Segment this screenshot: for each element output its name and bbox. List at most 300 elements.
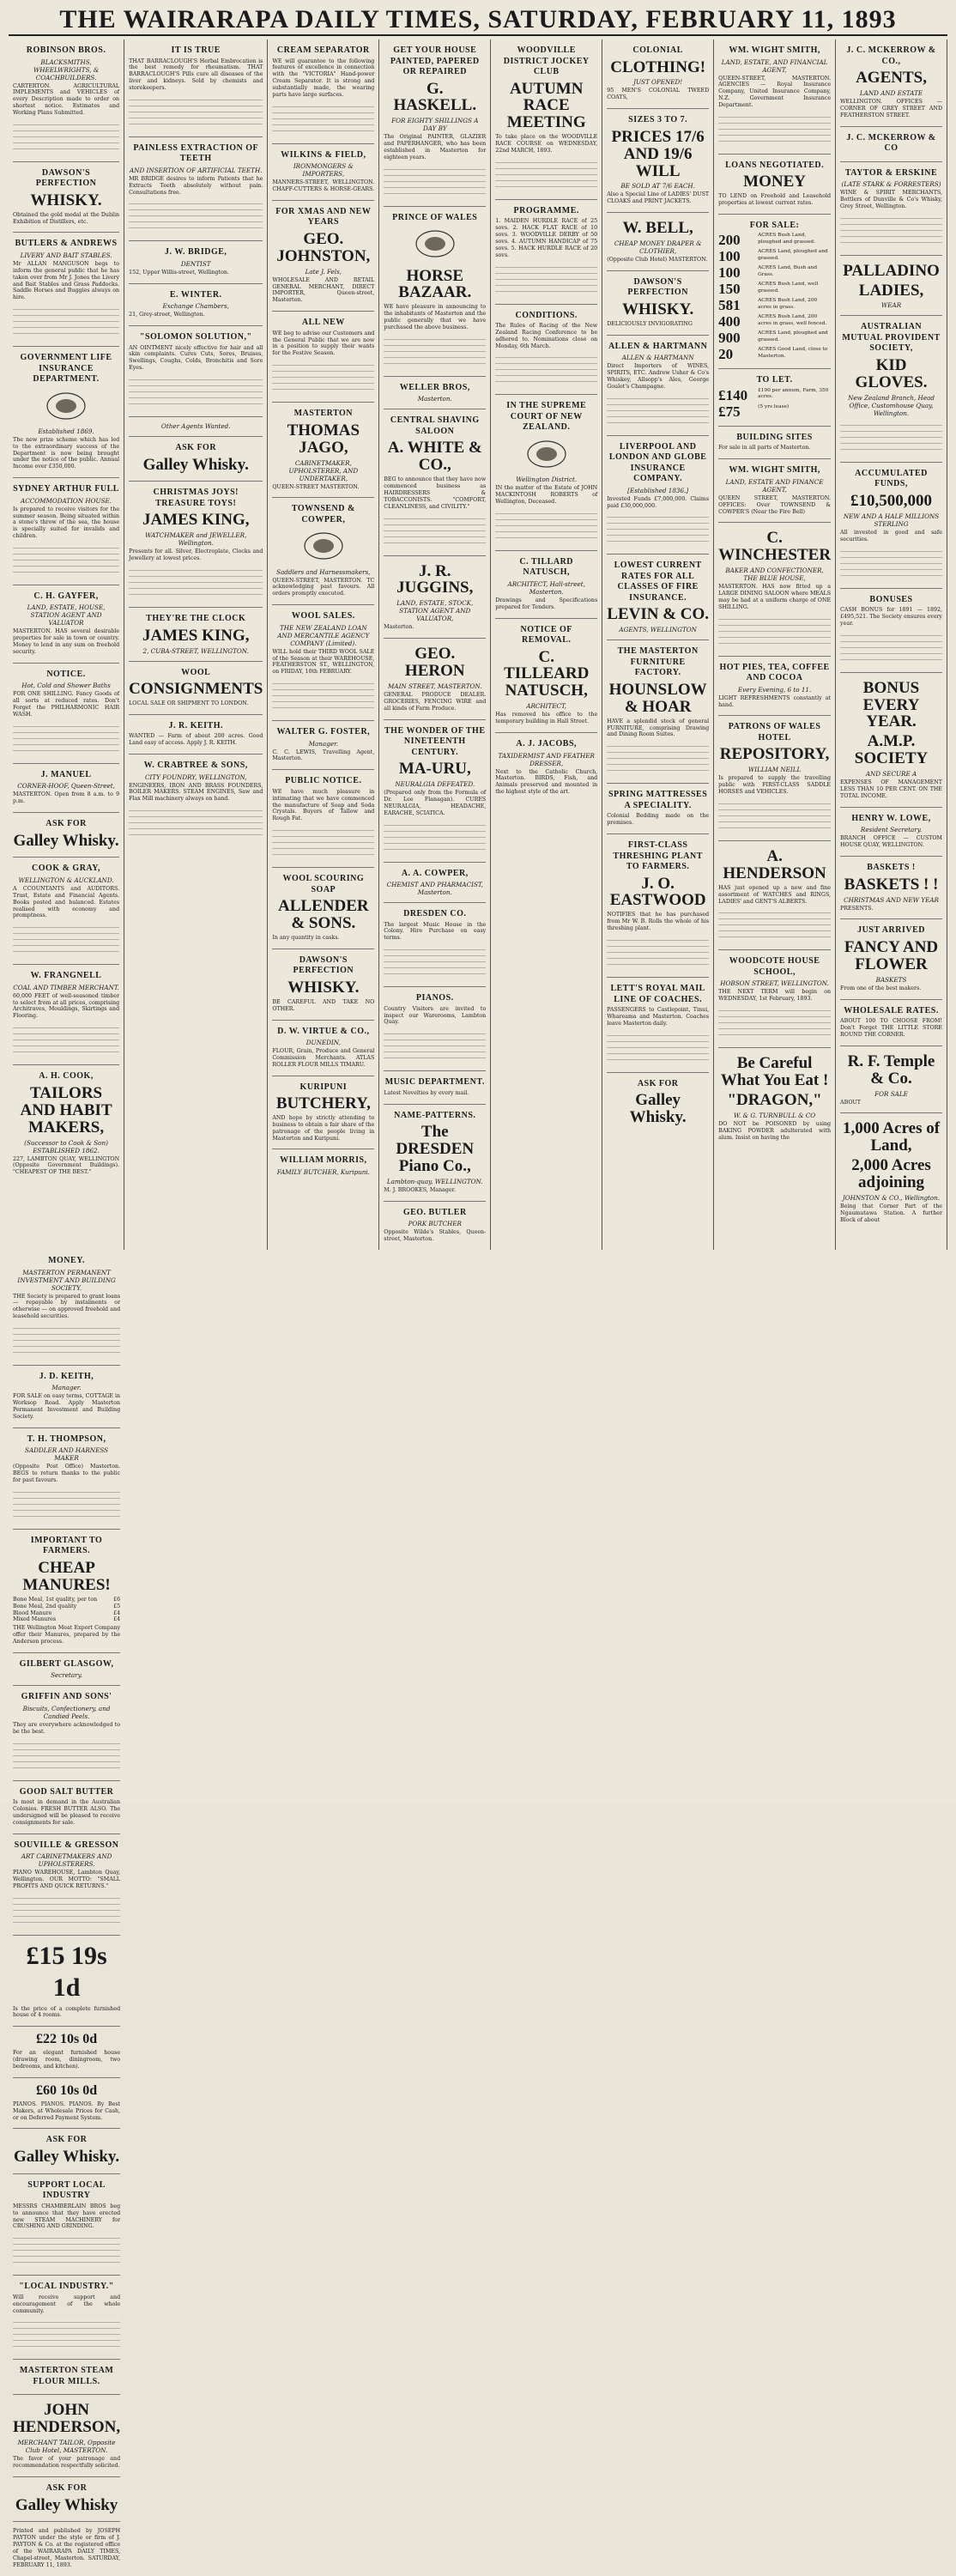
- ad-heading: J. MANUEL: [40, 769, 92, 779]
- advertisement: [129, 662, 263, 715]
- ad-body: They are everywhere acknowledged to be the best.: [13, 1721, 121, 1735]
- advertisement: [384, 1202, 486, 1250]
- ad-big-heading: THOMAS JAGO,: [287, 421, 360, 457]
- ad-fine-print-lines: [607, 1030, 709, 1064]
- ad-heading: J. R. KEITH.: [168, 720, 223, 730]
- ad-subheading: PORK BUTCHER: [408, 1220, 462, 1228]
- acre-description: ACRES Land, ploughed and grassed.: [758, 249, 828, 261]
- ad-big-heading: A. HENDERSON: [723, 846, 826, 882]
- ad-subheading: AND INSERTION OF ARTIFICIAL TEETH.: [129, 166, 263, 174]
- column: [836, 39, 947, 1250]
- advertisement: [129, 326, 263, 417]
- ad-heading: WILLIAM MORRIS,: [280, 1155, 367, 1166]
- advertisement: [607, 39, 709, 109]
- ad-fine-print-lines: [13, 721, 119, 755]
- ad-subheading: WELLINGTON & AUCKLAND.: [18, 876, 114, 884]
- ad-big-heading: AGENTS,: [856, 69, 927, 87]
- ad-heading: SPRING MATTRESSES A SPECIALITY.: [608, 790, 708, 810]
- ad-body: 21, Grey-street, Wellington.: [129, 312, 205, 318]
- price-list-value: £4: [113, 1616, 121, 1623]
- ad-subheading: JUST OPENED!: [633, 78, 683, 87]
- acre-amount: 100: [718, 264, 741, 282]
- ad-body: FOR ONE SHILLING. Fancy Goods of all sorts at reduced rates. Don't Forget the PHILHARMONIC HAIR WASH.: [13, 691, 120, 718]
- advertisement: [840, 1000, 942, 1046]
- ad-subheading: DUNEDIN,: [306, 1039, 341, 1047]
- ad-heading: GOVERNMENT LIFE INSURANCE DEPARTMENT.: [20, 353, 112, 385]
- ad-fine-print-lines: [718, 798, 831, 833]
- ad-subheading: NEW AND A HALF MILLIONS STERLING: [843, 512, 940, 528]
- ad-heading: FOR XMAS AND NEW YEARS: [275, 206, 372, 227]
- ad-body: AN OINTMENT nicely effective for hair and all skin complaints. Cures Cuts, Sores, Bruises, Swellings, Coughs, Colds, Bronchitis and Sore Eyes.: [129, 344, 263, 372]
- ad-subheading: ARCHITECT, Hall-street, Masterton.: [507, 579, 585, 596]
- ad-fine-print-lines: [840, 420, 942, 454]
- ad-body: From one of the best makers.: [840, 985, 922, 991]
- ad-body: In any quantity in casks.: [272, 935, 340, 941]
- ad-body: THE Society is prepared to grant loans — repayable by instalments or otherwise — on approved freehold and leasehold securities.: [13, 1293, 121, 1320]
- masthead-title: THE WAIRARAPA DAILY TIMES, SATURDAY, FEBRUARY 11, 1893: [59, 5, 897, 33]
- ad-subheading: CABINETMAKER, UPHOLSTERER, AND UNDERTAKER,: [288, 458, 359, 482]
- advertisement: [384, 409, 486, 555]
- ad-heading: PAINLESS EXTRACTION OF TEETH: [133, 142, 259, 164]
- ad-subheading: ACCOMMODATION HOUSE.: [21, 496, 112, 505]
- ad-heading: IT IS TRUE: [171, 45, 221, 55]
- advertisement: [13, 965, 119, 1065]
- ad-heading: GET YOUR HOUSE PAINTED, PAPERED OR REPAIRED: [390, 45, 480, 76]
- advertisement: [384, 207, 486, 377]
- ad-heading: TOWNSEND & COWPER,: [291, 504, 355, 524]
- ad-heading: CHRISTMAS JOYS! TREASURE TOYS!: [153, 488, 239, 508]
- advertisement: [13, 478, 119, 585]
- ad-fine-print-lines: [840, 546, 942, 580]
- ad-fine-print-lines: [607, 512, 709, 546]
- advertisement: [840, 808, 942, 857]
- ad-fine-print-lines: [840, 213, 942, 247]
- advertisement: [840, 162, 942, 256]
- ad-body: Will receive support and encouragement of the whole community.: [13, 2294, 121, 2314]
- ad-big-heading: JOHN HENDERSON,: [13, 2401, 121, 2437]
- advertisement: [495, 395, 597, 550]
- ad-heading: ASK FOR: [45, 2483, 88, 2493]
- advertisement: [607, 978, 709, 1073]
- ad-fine-print-lines: [13, 1738, 120, 1773]
- ad-subheading: MERCHANT TAILOR, Opposite Club Hotel, MASTERTON.: [17, 2439, 116, 2455]
- ad-big-heading: MA-URU,: [398, 760, 471, 779]
- ad-fine-print-lines: [272, 360, 374, 394]
- ad-big-heading: WHISKY.: [287, 978, 360, 997]
- ad-body: WELLINGTON. OFFICES — CORNER OF GREY STREET AND FEATHERSTON STREET.: [840, 98, 942, 118]
- ad-heading: SYDNEY ARTHUR FULL: [13, 484, 119, 494]
- advertisement: [272, 868, 374, 949]
- advertisement: [129, 137, 263, 242]
- ad-big-heading: JAMES KING,: [142, 511, 250, 530]
- advertisement: [495, 733, 597, 803]
- ad-subheading: LIVERY AND BAIT STABLES.: [20, 251, 112, 259]
- ad-display-line: BONUS EVERY YEAR.: [862, 678, 920, 731]
- advertisement: [384, 639, 486, 719]
- advertisement: [607, 784, 709, 834]
- advertisement: [13, 1834, 120, 1936]
- ad-display-line: 1,000 Acres of Land,: [842, 1119, 941, 1155]
- ad-heading: WILKINS & FIELD,: [281, 149, 366, 160]
- ad-fine-print-lines: [13, 542, 119, 577]
- ad-fine-print-lines: [13, 1893, 120, 1927]
- ad-subheading: Established 1869.: [38, 427, 94, 435]
- ad-body: Latest Novelties by every mail.: [384, 1089, 469, 1096]
- ad-fine-print-lines: [384, 334, 486, 368]
- engraving-icon: [523, 438, 570, 470]
- ad-heading: MONEY.: [48, 1256, 86, 1265]
- advertisement: [272, 403, 374, 498]
- advertisement: [718, 1048, 831, 1148]
- ad-subheading: New Zealand Branch, Head Office, Customhouse Quay, Wellington.: [848, 393, 935, 417]
- ad-body: ENGINEERS, IRON AND BRASS FOUNDERS, BOILER MAKERS. STEAM ENGINES, Saw and Flax Mill machinery always on hand.: [129, 782, 263, 803]
- ad-body: Invested Funds £7,000,000. Claims paid £30,000,000.: [607, 495, 710, 509]
- advertisement: [607, 555, 709, 640]
- acre-description: ACRES Land, ploughed and grassed.: [758, 330, 828, 342]
- advertisement: [607, 109, 709, 213]
- ad-big-heading: HOUNSLOW & HOAR: [608, 680, 707, 716]
- advertisement: [495, 305, 597, 396]
- ad-body: EXPENSES OF MANAGEMENT LESS THAN 10 PER CENT. ON THE TOTAL INCOME.: [840, 779, 942, 799]
- ad-big-heading: Galley Whisky.: [13, 831, 119, 850]
- ad-big-heading: Galley Whisky.: [13, 2147, 120, 2166]
- ad-heading: THE WONDER OF THE NINETEENTH CENTURY.: [384, 725, 486, 757]
- advertisement: [718, 39, 831, 155]
- ad-subheading: CHRISTMAS AND NEW YEAR: [844, 895, 939, 904]
- advertisement: [718, 950, 831, 1048]
- price-list-item: [13, 1616, 120, 1623]
- ad-fine-print-lines: [129, 198, 263, 233]
- ad-fine-print-lines: [384, 164, 486, 198]
- masthead: [9, 5, 947, 36]
- ad-subheading: ART CABINETMAKERS AND UPHOLSTERERS.: [21, 1852, 112, 1868]
- ad-body: (Opposite Post Office) Masterton. BEGS to return thanks to the public for past favours.: [13, 1464, 121, 1484]
- ad-body: QUEEN STREET, MASTERTON. OFFICES: Over TOWNSEND & COWPER'S (Near the Fire Bell): [718, 494, 832, 515]
- ad-big-heading: JAMES KING,: [142, 626, 250, 645]
- ad-big-heading: R. F. Temple & Co.: [847, 1052, 935, 1088]
- acre-listing: [718, 265, 831, 280]
- advertisement: [129, 437, 263, 482]
- ad-subheading: ARCHITECT,: [526, 702, 567, 711]
- advertisement: [13, 2360, 120, 2395]
- ad-body: Is the price of a complete furnished house of 4 rooms.: [13, 2005, 121, 2019]
- columns: [9, 39, 947, 2568]
- ad-subheading: Secretary.: [51, 1671, 82, 1680]
- column: [124, 39, 268, 1250]
- acre-listing: [718, 404, 831, 419]
- ad-heading: ASK FOR: [45, 2135, 88, 2145]
- ad-heading: DRESDEN CO.: [403, 909, 467, 919]
- ad-big-heading: J. O. EASTWOOD: [609, 874, 706, 910]
- ad-body: The Original PAINTER, GLAZIER and PAPERHANGER, who has been established in Masterton for eighteen years.: [384, 134, 487, 161]
- ad-fine-print-lines: [384, 944, 486, 979]
- ad-body: To take place on the WOODVILLE RACE COURSE on WEDNESDAY, 22nd MARCH, 1893.: [495, 134, 598, 155]
- ad-fine-print-lines: [607, 741, 709, 775]
- advertisement: [495, 551, 597, 619]
- ad-subheading: Lambton-quay, WELLINGTON.: [386, 1177, 483, 1185]
- ad-subheading: Wellington District.: [516, 476, 578, 484]
- advertisement: [607, 1073, 709, 1134]
- ad-display-line: KID GLOVES.: [855, 355, 928, 391]
- ad-fine-print-lines: [384, 513, 486, 548]
- ad-fine-print-lines: [129, 374, 263, 409]
- advertisement: [13, 233, 119, 347]
- acre-listing: [718, 388, 831, 403]
- ad-body: A CCOUNTANTS and AUDITORS. Trust, Estate and Financial Agents. Books posted and balanced. Estates realised with economy and promptness.: [13, 885, 120, 919]
- acre-description: ACRES Good Land, close to Masterton.: [758, 347, 828, 359]
- price-list-label: Bone Meal, 1st quality, per ton: [13, 1596, 98, 1603]
- column: [602, 39, 714, 1250]
- ad-body: Drawings and Specifications prepared for Tenders.: [495, 597, 598, 610]
- advertisement: [272, 312, 374, 403]
- advertisement: [495, 200, 597, 305]
- advertisement: [272, 1076, 374, 1150]
- ad-body: ABOUT 100 TO CHOOSE FROM! Don't Forget THE LITTLE STORE ROUND THE CORNER.: [840, 1018, 942, 1038]
- advertisement: [129, 482, 263, 608]
- advertisement: [13, 813, 119, 858]
- ad-heading: COOK & GRAY,: [32, 864, 101, 874]
- advertisement: [129, 284, 263, 326]
- ad-big-heading: G. HASKELL.: [393, 79, 477, 115]
- ad-body: TO LEND on Freehold and Leasehold properties at lowest current rates.: [718, 193, 832, 207]
- ad-subheading: BASKETS: [875, 975, 907, 984]
- ad-heading: SIZES 3 TO 7.: [628, 115, 688, 125]
- ad-big-heading: C. WINCHESTER: [718, 529, 832, 565]
- ad-big-heading: GEO. JOHNSTON,: [276, 229, 371, 265]
- acre-listing: [718, 314, 831, 329]
- ad-body: Has removed his office to the temporary building in Hall Street.: [495, 712, 598, 725]
- advertisement: [384, 377, 486, 410]
- column: [268, 39, 379, 1250]
- ad-heading: HENRY W. LOWE,: [851, 813, 931, 823]
- ad-heading: FIRST-CLASS THRESHING PLANT TO FARMERS.: [613, 840, 703, 872]
- advertisement: [13, 2276, 120, 2360]
- ad-body: MANNERS-STREET, WELLINGTON. CHAFF-CUTTERS & HORSE-GEARS.: [272, 179, 375, 193]
- advertisement: [272, 605, 374, 721]
- advertisement: [495, 619, 597, 734]
- ad-fine-print-lines: [129, 805, 263, 839]
- ad-body: Masterton.: [384, 624, 414, 631]
- advertisement: [13, 664, 119, 764]
- advertisement: [384, 720, 486, 863]
- ad-subheading: Late J. Fels,: [305, 267, 342, 276]
- ad-display-line: Be Careful What You Eat !: [720, 1054, 829, 1090]
- ad-big-heading: BUTCHERY,: [275, 1094, 371, 1113]
- advertisement: [384, 1071, 486, 1104]
- advertisement: [384, 556, 486, 639]
- advertisement: [13, 1428, 120, 1530]
- acre-listing: [718, 347, 831, 361]
- advertisement: [13, 2395, 120, 2477]
- ad-subheading: Manager.: [308, 739, 338, 748]
- advertisement: [607, 213, 709, 271]
- ad-fine-print-lines: [272, 101, 374, 136]
- ad-fine-print-lines: [272, 678, 374, 712]
- ad-big-heading: BASKETS ! !: [844, 875, 939, 894]
- acre-listing: [718, 282, 831, 296]
- ad-heading: WOODCOTE HOUSE SCHOOL,: [729, 956, 820, 977]
- ad-fine-print-lines: [384, 1028, 486, 1063]
- advertisement: [13, 1686, 120, 1780]
- advertisement: [718, 427, 831, 459]
- ad-fine-print-lines: [495, 352, 597, 386]
- ad-body: Is prepared to receive visitors for the summer season. Being situated within a stone's throw of the sea, the house is specially suited for invalids and children.: [13, 506, 120, 540]
- acre-amount: £75: [718, 403, 741, 420]
- advertisement: [718, 369, 831, 427]
- ad-subheading: [Established 1836.]: [627, 486, 689, 494]
- ad-subheading: LAND, ESTATE AND FINANCE AGENT,: [725, 477, 824, 494]
- ad-body: Direct Importers of WINES, SPIRITS, ETC. Andrew Usher & Co's Whiskey, Allsopp's Ales, George Goulet's Champagne.: [607, 363, 710, 390]
- ad-heading: CONDITIONS.: [515, 310, 578, 320]
- ad-body: For sale in all parts of Masterton.: [718, 445, 811, 452]
- ad-body: Is most in demand in the Australian Colonies. FRESH BUTTER ALSO. The undersigned will be pleased to receive consignments for sale.: [13, 1799, 121, 1826]
- price-list-item: [13, 1603, 120, 1610]
- ad-heading: KURIPUNI: [300, 1082, 348, 1092]
- ad-heading: NOTICE.: [46, 669, 86, 679]
- ad-heading: WOOL SALES.: [291, 611, 355, 621]
- ad-body: CASH BONUS for 1891 — 1892, £495,521. The Society ensures every year.: [840, 607, 942, 627]
- ad-subheading: 2, CUBA-STREET, WELLINGTON.: [142, 646, 249, 655]
- ad-body: THAT BARRACLOUGH'S Herbal Embrocation is the best remedy for rheumatism. THAT BARRACLOUGH'S Pills cure all diseases of the liver and kidneys. Sold by chemists and storekeepers.: [129, 58, 263, 91]
- ad-body: 95 MEN'S COLONIAL TWEED COATS,: [607, 88, 710, 101]
- acre-listing: [718, 249, 831, 264]
- ad-big-heading: LADIES,: [858, 281, 924, 300]
- ad-subheading: MASTERTON PERMANENT INVESTMENT AND BUILDING SOCIETY.: [17, 1268, 116, 1292]
- ad-subheading: CITY FOUNDRY, WELLINGTON,: [144, 773, 247, 781]
- acre-description: ACRES Land, Bush and Grass.: [758, 265, 818, 277]
- ad-heading: ROBINSON BROS.: [26, 45, 106, 55]
- acre-amount: 100: [718, 248, 741, 265]
- advertisement: [840, 589, 942, 673]
- ad-fine-print-lines: [718, 112, 831, 146]
- advertisement: [13, 2174, 120, 2276]
- ad-body: Colonial Bedding made on the premises.: [607, 813, 710, 827]
- advertisement: [840, 316, 942, 462]
- advertisement: [13, 1781, 120, 1834]
- ad-body: LOCAL SALE OR SHIPMENT TO LONDON.: [129, 700, 249, 706]
- ad-heading: NOTICE OF REMOVAL.: [520, 624, 572, 646]
- ad-big-heading: A. WHITE & CO.,: [387, 439, 482, 475]
- advertisement: [13, 764, 119, 813]
- acre-amount: 581: [718, 297, 741, 314]
- ad-subheading: NEURALGIA DEFEATED.: [395, 780, 475, 789]
- advertisement: [129, 755, 263, 847]
- ad-heading: LOWEST CURRENT RATES FOR ALL CLASSES OF FIRE INSURANCE.: [614, 561, 702, 603]
- ad-heading: "LOCAL INDUSTRY.": [19, 2282, 114, 2292]
- ad-heading: PIANOS.: [415, 993, 454, 1003]
- ad-heading: BONUSES: [869, 594, 913, 604]
- engraving-icon: [300, 530, 347, 562]
- ad-big-heading: LEVIN & CO.: [607, 605, 710, 624]
- advertisement: [13, 2027, 120, 2078]
- advertisement: [13, 347, 119, 478]
- ad-body: For an elegant furnished house (drawing room, diningroom, two bedrooms, and kitchen).: [13, 2050, 121, 2070]
- advertisement: [718, 716, 831, 841]
- ad-body: 227, LAMBTON QUAY, WELLINGTON (Opposite Government Buildings). "CHEAPEST OF THE BEST.": [13, 1155, 120, 1176]
- ad-fine-print-lines: [129, 565, 263, 599]
- ad-heading: GILBERT GLASGOW,: [19, 1658, 114, 1669]
- ad-big-heading: PRICES 17/6 AND 19/6 WILL: [611, 127, 705, 180]
- ad-heading: IMPORTANT TO FARMERS.: [30, 1535, 103, 1556]
- ad-subheading: LAND, ESTATE, HOUSE, STATION AGENT AND VALUATOR: [27, 603, 106, 627]
- price-list-item: [13, 1597, 120, 1603]
- ad-body: WE have much pleasure in intimating that we have commenced the manufacture of Soap and Soda Crystals. Buyers of Tallow and Rough Fat.: [272, 788, 375, 822]
- ad-body: CARTERTON. AGRICULTURAL IMPLEMENTS and VEHICLES of every Description made to order on shortest notice. Estimates and Working Plans Submitted.: [13, 82, 120, 116]
- ad-heading: C. TILLARD NATUSCH,: [519, 556, 574, 578]
- ad-fine-print-lines: [840, 630, 942, 664]
- ad-heading: BUILDING SITES: [736, 432, 813, 442]
- advertisement: [129, 715, 263, 755]
- advertisement: [129, 417, 263, 437]
- ad-body: Opposite Wilde's Stables, Queen-street, Masterton.: [384, 1229, 487, 1243]
- ad-subheading: IRONMONGERS & IMPORTERS,: [293, 162, 354, 179]
- ad-body: Also a Special Line of LADIES' DUST CLOAKS and PRINT JACKETS.: [607, 191, 710, 205]
- ad-heading: J. C. MCKERROW & CO.,: [846, 45, 936, 66]
- ad-fine-print-lines: [13, 2233, 120, 2267]
- advertisement: [384, 987, 486, 1071]
- ad-heading: J. W. BRIDGE,: [165, 247, 227, 258]
- engraving-icon: [43, 390, 89, 422]
- ad-heading: TO LET.: [756, 375, 793, 385]
- ad-body: The largest Music House in the Colony. Hire Purchase on easy terms.: [384, 921, 487, 942]
- price-list-label: Blood Manure: [13, 1609, 52, 1616]
- acre-amount: £140: [718, 386, 748, 403]
- ad-heading: CENTRAL SHAVING SALOON: [390, 415, 480, 436]
- advertisement: [13, 1530, 120, 1653]
- ad-heading: W. CRABTREE & SONS,: [143, 761, 248, 771]
- acre-listing: [718, 298, 831, 312]
- ad-heading: W. FRANGNELL: [30, 971, 102, 981]
- ad-subheading: FAMILY BUTCHER, Kuripuni.: [276, 1167, 370, 1176]
- ad-subheading: FOR EIGHTY SHILLINGS A DAY BY: [391, 117, 479, 133]
- advertisement: [840, 1046, 942, 1114]
- ad-heading: SOUVILLE & GRESSON: [14, 1840, 119, 1850]
- price-list-value: £6: [113, 1596, 121, 1603]
- ad-body: PASSENGERS to Castlepoint, Tinui, Whareama and Masterton. Coaches leave Masterton daily.: [607, 1007, 710, 1027]
- ad-body: (Opposite Club Hotel) MASTERTON.: [607, 257, 708, 264]
- ad-body: The new prize scheme which has led to the extraordinary success of the Department is now being brought under the notice of the public. Annual Income over £350,000.: [13, 436, 120, 470]
- ad-price: £60 10s 0d: [35, 2082, 98, 2098]
- advertisement: [607, 436, 709, 555]
- ad-heading: THE MASTERTON FURNITURE FACTORY.: [617, 646, 699, 678]
- ad-heading: FOR SALE:: [749, 220, 800, 230]
- ad-heading: HOT PIES, TEA, COFFEE AND COCOA: [719, 662, 830, 683]
- advertisement: [607, 271, 709, 336]
- ad-fine-print-lines: [272, 825, 374, 859]
- ad-body: BEG to announce that they have now commenced business as HAIRDRESSERS & TOBACCONISTS. "COMFORT, CLEANLINESS, and CIVILITY.": [384, 476, 487, 510]
- ad-subheading: W. & G. TURNBULL & CO: [733, 1111, 816, 1119]
- advertisement: [13, 2129, 120, 2173]
- acre-description: (5 yrs lease): [758, 403, 790, 409]
- ad-body: MR BRIDGE desires to inform Patients that he Extracts Teeth absolutely without pain. Consultations free.: [129, 175, 263, 196]
- ad-body: HAS just opened up a new and fine assortment of WATCHES and RINGS, LADIES' and GENT'S ALBERTS.: [718, 884, 832, 905]
- advertisement: [384, 1105, 486, 1202]
- advertisement: [840, 127, 942, 162]
- price-list-item: [13, 1610, 120, 1617]
- ad-heading: WOOL SCOURING SOAP: [282, 874, 365, 894]
- ad-body: Printed and published by JOSEPH PAYTON under the style or firm of J. PAYTON & Co. at the registered office of the WAIRARAPA DAILY TIMES, Chapel-street, Masterton. SATURDAY, FEBRUARY 11, 1893.: [13, 2528, 121, 2568]
- advertisement: [840, 919, 942, 999]
- ad-body: PIANOS. PIANOS. PIANOS. By Best Makers, at Wholesale Prices for Cash, or on Deferred Payment System.: [13, 2100, 121, 2121]
- price-list-label: Bone Meal, 2nd quality: [13, 1603, 77, 1609]
- ad-subheading: COAL AND TIMBER MERCHANT.: [13, 983, 119, 991]
- ad-heading: J. C. MCKERROW & CO: [846, 132, 936, 154]
- ad-body: QUEEN-STREET, MASTERTON. AGENCIES — Royal Insurance Company, United Insurance Company, N.Z. Government Insurance Department.: [718, 75, 832, 108]
- ad-heading: A. H. COOK,: [39, 1071, 94, 1082]
- ad-heading: JUST ARRIVED: [857, 925, 925, 936]
- ad-heading: J. D. KEITH,: [39, 1371, 94, 1381]
- ad-fine-print-lines: [129, 94, 263, 129]
